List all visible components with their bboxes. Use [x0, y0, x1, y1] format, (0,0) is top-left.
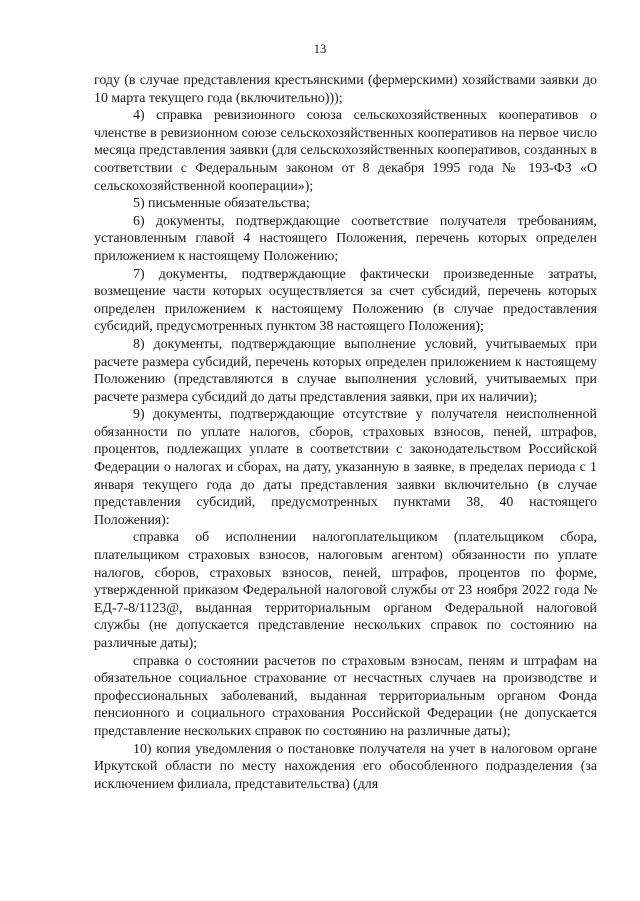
- paragraph-item-6: 6) документы, подтверждающие соответствие получателя требованиям, установленным главой 4 настоящего Положения, перечень которых определен приложением к настоящему Положению;: [94, 213, 597, 264]
- paragraph-item-4: 4) справка ревизионного союза сельскохозяйственных кооперативов о членстве в ревизионном союзе сельскохозяйственных кооперативов на первое число месяца представления заявки (для сельскохозяйственных кооперативов, созданных в соответствии с Федеральным законом от 8 декабря 1995 года № 193-ФЗ «О сельскохозяйственной кооперации»);: [94, 108, 597, 194]
- document-body: [94, 72, 597, 793]
- paragraph-insurance-certificate: справка о состоянии расчетов по страховым взносам, пеням и штрафам на обязательное социальное страхование от несчастных случаев на производстве и профессиональных заболеваний, выданная территориальным органом Фонда пенсионного и социального страхования Российской Федерации (не допускается представление нескольких справок по состоянию на различные даты);: [94, 653, 597, 739]
- paragraph-item-9: 9) документы, подтверждающие отсутствие у получателя неисполненной обязанности по уплате налогов, сборов, страховых взносов, пеней, штрафов, процентов, подлежащих уплате в соответствии с законодательством Российской Федерации о налогах и сборах, на дату, указанную в заявке, в пределах периода с 1 января текущего года до даты представления заявки включительно (в случае представления субсидий, предусмотренных пунктами 38, 40 настоящего Положения):: [94, 407, 597, 528]
- paragraph-tax-certificate: справка об исполнении налогоплательщиком (плательщиком сбора, плательщиком страховых взносов, налоговым агентом) обязанности по уплате налогов, сборов, страховых взносов, пеней, штрафов, процентов по форме, утвержденной приказом Федеральной налоговой службы от 23 ноября 2022 года № ЕД-7-8/1123@, выданная территориальным органом Федеральной налоговой службы (не допускается представление нескольких справок по состоянию на различные даты);: [94, 530, 597, 651]
- paragraph-item-10: 10) копия уведомления о постановке получателя на учет в налоговом органе Иркутской области по месту нахождения его обособленного подразделения (за исключением филиала, представительства) (для: [94, 741, 597, 792]
- paragraph-item-7: 7) документы, подтверждающие фактически произведенные затраты, возмещение части которых осуществляется за счет субсидий, перечень которых определен приложением к настоящему Положению (в случае предоставления субсидий, предусмотренных пунктом 38 настоящего Положения);: [94, 266, 597, 335]
- paragraph-item-5: 5) письменные обязательства;: [133, 196, 310, 212]
- page-number: 13: [313, 42, 327, 56]
- paragraph-continuation: году (в случае представления крестьянскими (фермерскими) хозяйствами заявки до 10 марта текущего года (включительно)));: [94, 73, 597, 106]
- paragraph-item-8: 8) документы, подтверждающие выполнение условий, учитываемых при расчете размера субсидий, перечень которых определен приложением к настоящему Положению (представляются в случае выполнения условий, учитываемых при расчете размера субсидий до даты представления заявки, при их наличии);: [94, 336, 597, 405]
